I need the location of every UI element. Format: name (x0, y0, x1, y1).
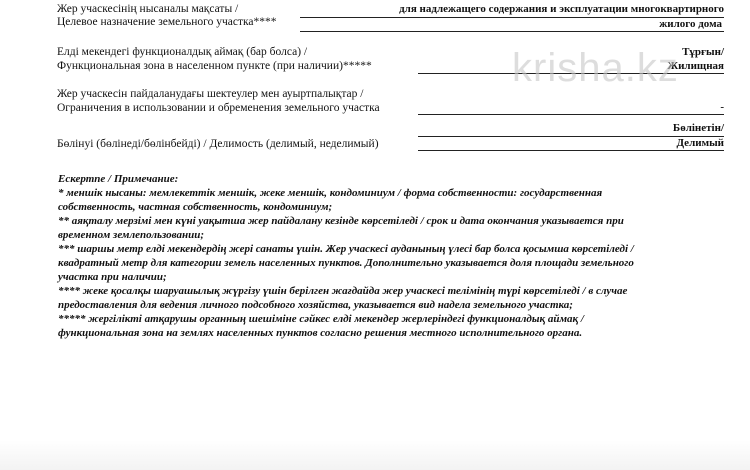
notes-title: Ескертпе / Примечание: (58, 173, 179, 185)
note-line: временном землепользовании; (58, 229, 204, 241)
note-line: квадратный метр для категории земель населенных пунктов. Дополнительно указывается доля площади земельного (58, 257, 634, 269)
note-line: функциональная зона на землях населенных пунктов согласно решения местного исполнительного органа. (58, 327, 583, 339)
note-line: *** шаршы метр елді мекендердің жері санаты үшін. Жер учаскесі ауданының үлесі бар болса қосымша көрсетіледі / (58, 243, 634, 255)
functional-zone-value-line1: Тұрғын/ (682, 46, 724, 58)
restrictions-value: - (720, 101, 724, 113)
note-line: предоставления для ведения личного подсобного хозяйства, указывается вид надела земельного участка; (58, 299, 573, 311)
divisibility-label: Бөлінуі (бөлінеді/бөлінбейді) / Делимость (делимый, неделимый) (57, 138, 379, 150)
restrictions-label-ru: Ограничения в использовании и обременения земельного участка (57, 102, 380, 114)
note-line: ***** жергілікті атқарушы органның шешіміне сәйкес елді мекендер жерлеріндегі функционалдық аймақ / (58, 313, 584, 325)
divisibility-value-line2: Делимый (676, 137, 724, 149)
functional-zone-label-kz: Елді мекендегі функционалдық аймақ (бар болса) / (57, 46, 308, 58)
target-purpose-label-ru: Целевое назначение земельного участка**** (57, 16, 277, 28)
notes-section (58, 172, 738, 340)
functional-zone-value-line2: Жилищная (667, 60, 724, 72)
target-purpose-underline-2 (300, 31, 724, 32)
restrictions-underline (418, 114, 724, 115)
functional-zone-label-ru: Функциональная зона в населенном пункте (при наличии)***** (57, 60, 372, 72)
target-purpose-value-line2: жилого дома (659, 18, 722, 30)
note-line: * меншік нысаны: мемлекеттік меншік, жеке меншік, кондоминиум / форма собственности: государственная (58, 187, 603, 199)
note-line: собственность, частная собственность, кондоминиум; (58, 201, 333, 213)
target-purpose-label-kz: Жер учаскесінің нысаналы мақсаты / (57, 3, 239, 15)
krisha-watermark: krisha.kz (512, 46, 679, 90)
note-line: участка при наличии; (58, 271, 167, 283)
divisibility-value-line1: Бөлінетін/ (672, 122, 724, 134)
restrictions-label-kz: Жер учаскесін пайдаланудағы шектеулер мен ауыртпалықтар / (57, 88, 364, 100)
note-line: ** аяқталу мерзімі мен күні уақытша жер пайдалану кезінде көрсетіледі / срок и дата окончания указывается при (58, 215, 624, 227)
note-line: **** жеке қосалқы шаруашылық жүргізу үшін берілген жағдайда жер учаскесі телімінің түрі көрсетіледі / в случае (58, 285, 628, 297)
divisibility-underline-2 (418, 150, 724, 151)
page-bottom-shadow (0, 440, 750, 470)
target-purpose-value-line1: для надлежащего содержания и эксплуатации многоквартирного (399, 3, 724, 15)
